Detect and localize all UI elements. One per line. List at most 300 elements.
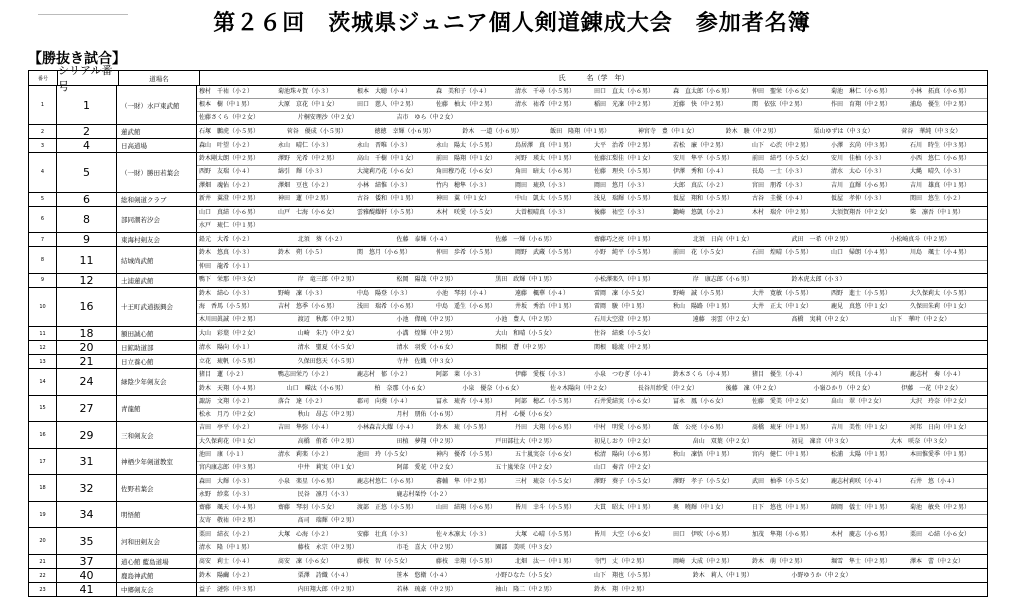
participant-name: 佐々木凛太（小３） — [436, 530, 491, 538]
participant-name: 内田翔大郎（中２男） — [297, 585, 358, 593]
serial-number: 5 — [57, 153, 117, 191]
participant-name: 鹿志村 奏（小４） — [910, 371, 965, 379]
participant-name: 落合 達（小２） — [278, 397, 327, 405]
participant-name: 岡田 琉玖（小３） — [515, 181, 570, 189]
table-row — [29, 274, 987, 288]
serial-number: 29 — [57, 422, 117, 448]
participant-name: 大久保莉花（中１女） — [199, 437, 260, 445]
participant-name: 鹿志村莉咲（小４） — [831, 477, 886, 485]
table-row — [29, 288, 987, 327]
dojo-name: 東海村剣友会 — [117, 233, 197, 246]
participant-name: 安川 佳柚（小３） — [831, 155, 886, 163]
serial-number: 37 — [57, 555, 117, 568]
participant-name: 仮屋 翔和（小５男） — [673, 195, 734, 203]
participant-name: 郡司 向葵（小４） — [357, 397, 412, 405]
participant-name: 安藤 壮真（小３） — [357, 530, 412, 538]
participant-name: 永野 紗菜（小３） — [199, 490, 254, 498]
names-line — [197, 207, 987, 220]
table-row — [29, 369, 987, 396]
participant-name: 小溝 煌輝（中２男） — [396, 329, 457, 337]
participant-name: 佐々木陽向（中２女） — [550, 384, 611, 392]
participant-name: 山下 華叶（中２女） — [890, 316, 951, 324]
participant-name: 園部 美咲（中３女） — [495, 543, 556, 551]
names-line — [197, 166, 987, 179]
dojo-name: 土浦蓮武館 — [117, 274, 197, 287]
serial-number: 1 — [57, 86, 117, 124]
participant-name: 田口 伊吹（小６男） — [673, 530, 734, 538]
participant-name: 鈴木 悠真（小３） — [199, 249, 254, 257]
participant-name: 澤野 葵子（小５女） — [594, 477, 655, 485]
names-line — [197, 409, 987, 421]
participant-name: 阿部 穂乙（小５男） — [515, 397, 576, 405]
names-block — [197, 125, 987, 138]
participant-name: 佐藤江梨佳（中１女） — [594, 155, 655, 163]
participant-name: 鈴木 萌（中２男） — [752, 557, 807, 565]
participant-name: 大縄 晴久（小３） — [910, 168, 965, 176]
participant-name: 五十嵐実奈（小６女） — [515, 450, 576, 458]
names-line — [197, 528, 987, 541]
participant-name: 菅谷 優成（小５男） — [286, 127, 347, 135]
participant-name: 関 依弦（中２男） — [752, 101, 807, 109]
participant-name: 池田 玲（小５女） — [357, 450, 412, 458]
dojo-name: 緑陰少年剣友会 — [117, 369, 197, 395]
names-block — [197, 341, 987, 354]
participant-name: 佐藤 愛美（中２女） — [752, 397, 813, 405]
participant-name: 山口 奏音（中２女） — [594, 464, 655, 472]
participant-name: 井坂 秀治（中１男） — [515, 302, 576, 310]
participant-name: 大井 寛敏（小５男） — [752, 289, 813, 297]
participant-name: 清水 莉楽（小２） — [278, 450, 333, 458]
participant-name: 秋山 陽路（中１男） — [673, 302, 734, 310]
header-no: 番号 — [29, 71, 58, 85]
serial-number: 16 — [57, 288, 117, 326]
participant-name: 松浦 太陽（中１男） — [831, 450, 892, 458]
participant-name: 岡野 武蔵（小５男） — [515, 249, 576, 257]
participant-name: 菊池珠々賀（小３） — [278, 88, 333, 96]
participant-name: 吉村 悠季（小６男） — [278, 302, 339, 310]
participant-name: 諏訪 文翔（小２） — [199, 397, 254, 405]
participant-name: 大須賀翔吾（中２女） — [831, 208, 892, 216]
page-title: 第２６回 茨城県ジュニア個人剣道錬成大会 参加者名簿 — [213, 11, 811, 36]
participant-name: 北畑 汰一（中１男） — [515, 557, 576, 565]
names-block — [197, 396, 987, 422]
participant-name: 西野 友瑞（小４） — [199, 168, 254, 176]
participant-name: 木村 咲愛（小５女） — [436, 208, 497, 216]
dojo-name: 日鉱助道部 — [117, 341, 197, 354]
names-line — [197, 436, 987, 448]
dojo-name: 佐野若葉会 — [117, 475, 197, 501]
participant-name: 月村 朋佑（小６男） — [396, 411, 457, 419]
names-line — [197, 193, 987, 206]
names-block — [197, 475, 987, 501]
row-number: 1 — [29, 86, 57, 124]
participant-name: 雲雅醍耀軒（小５男） — [357, 208, 418, 216]
serial-number: 12 — [57, 274, 117, 287]
participant-name: 河野 瑛太（中１男） — [515, 155, 576, 163]
participant-table — [28, 64, 988, 597]
participant-name: 小池 偉琉（中２男） — [396, 316, 457, 324]
participant-name: 清水 羽愛（小６女） — [396, 343, 457, 351]
names-line — [197, 112, 987, 124]
serial-number: 9 — [57, 233, 117, 246]
header-serial: シリアル番号 — [58, 71, 119, 85]
participant-name: 野崎 誠（小５男） — [673, 289, 728, 297]
participant-name: 角田穆乃花（小６女） — [436, 168, 497, 176]
serial-number: 2 — [57, 125, 117, 138]
participant-name: 川島 颯士（小４男） — [910, 249, 971, 257]
row-number: 3 — [29, 139, 57, 152]
participant-name: 小西 悠仁（小６男） — [910, 155, 971, 163]
participant-name: 清水 太心（小３） — [831, 168, 886, 176]
participant-name: 山下 翔也（小５男） — [594, 571, 655, 579]
participant-name: 佐藤 柚太（中２男） — [436, 101, 497, 109]
participant-name: 冨永 鳳（小６女） — [673, 397, 728, 405]
section-heading: 【勝抜き試合】 — [28, 51, 126, 67]
table-row — [29, 583, 987, 596]
participant-name: 竹内 穂隼（小３） — [436, 181, 491, 189]
participant-name: 齋藤 颯天（小４男） — [199, 504, 260, 512]
participant-name: 鈴木 翔（中２男） — [594, 585, 649, 593]
names-line — [197, 502, 987, 515]
serial-number: 34 — [57, 502, 117, 528]
participant-name: 袖山 隆二（中２男） — [495, 585, 556, 593]
header-names: 氏 名（学 年） — [558, 74, 629, 82]
names-line — [197, 369, 987, 382]
participant-name: 前田 結弓（小５女） — [752, 155, 813, 163]
dojo-name: 日立養心館 — [117, 355, 197, 368]
participant-name: 浅見 瑞輝（小５男） — [594, 195, 655, 203]
participant-name: 石川 時生（中３男） — [910, 141, 971, 149]
names-line — [197, 99, 987, 112]
participant-name: 澤畑 豆也（小２） — [278, 181, 333, 189]
row-number: 14 — [29, 369, 57, 395]
names-block — [197, 528, 987, 554]
participant-name: 根本 樹（中１男） — [199, 101, 254, 109]
participant-name: 猪目 優生（小４） — [752, 371, 807, 379]
names-block — [197, 355, 987, 368]
participant-name: 大滝莉乃花（小６女） — [357, 168, 418, 176]
participant-name: 佐藤 一輝（小６男） — [495, 235, 556, 243]
row-number: 4 — [29, 153, 57, 191]
participant-name: 市毛 喜大（中２男） — [396, 543, 457, 551]
participant-name: 久保田朱莉（中１女） — [910, 302, 971, 310]
names-block — [197, 583, 987, 596]
names-block — [197, 369, 987, 395]
participant-name: 皆川 幸斗（小５男） — [515, 504, 576, 512]
participant-name: 遠藤 羽雲（中２女） — [692, 316, 753, 324]
participant-name: 秋山 凜悟（中１男） — [673, 450, 734, 458]
participant-name: 山田 結翔（小６男） — [436, 504, 497, 512]
participant-name: 中島 遥生（小６男） — [436, 302, 497, 310]
participant-name: 鈴木剛太朗（中２男） — [199, 155, 260, 163]
participant-name: 菊池 琳仁（小６男） — [831, 88, 892, 96]
participant-name: 飯田 隆翔（中１男） — [550, 127, 611, 135]
participant-name: 後藤 凜（中２女） — [725, 384, 780, 392]
table-row — [29, 355, 987, 369]
participant-name: 大郎 真広（小２） — [673, 181, 728, 189]
participant-name: 齋藤巧之亮（中１男） — [594, 235, 655, 243]
names-line — [197, 125, 987, 138]
participant-name: 髙安 莉士（小４） — [199, 557, 254, 565]
names-line — [197, 489, 987, 501]
participant-name: 三村 琉奈（小５女） — [515, 477, 576, 485]
dojo-name: 総和剣道クラブ — [117, 193, 197, 206]
table-row — [29, 233, 987, 247]
names-block — [197, 422, 987, 448]
table-row — [29, 475, 987, 502]
serial-number: 20 — [57, 341, 117, 354]
names-block — [197, 288, 987, 326]
participant-name: 仲田 歩希（小５男） — [436, 249, 497, 257]
names-line — [197, 569, 987, 582]
participant-name: 岸 康志郎（小６男） — [692, 276, 753, 284]
names-line — [197, 341, 987, 354]
serial-number: 6 — [57, 193, 117, 206]
names-line — [197, 449, 987, 462]
participant-name: 長谷川紗愛（中２女） — [637, 384, 698, 392]
participant-name: 烏居澤 真（中１男） — [515, 141, 576, 149]
participant-name: 民谷 凛月（小３） — [297, 490, 352, 498]
participant-name: 小泉 優奈（小６女） — [462, 384, 523, 392]
participant-name: 神宮寺 豊（中１女） — [637, 127, 698, 135]
row-number: 2 — [29, 125, 57, 138]
participant-name: 木川田眞誠（中２男） — [199, 316, 260, 324]
table-row — [29, 86, 987, 125]
names-line — [197, 382, 987, 394]
participant-name: 藤枝 永宗（中２男） — [297, 543, 358, 551]
serial-number: 18 — [57, 327, 117, 340]
participant-name: 柴 凛吾（中１男） — [910, 208, 965, 216]
participant-name: 師岡 儀士（中１男） — [831, 504, 892, 512]
participant-name: 吉川 美性（中１女） — [831, 424, 892, 432]
participant-name: 片桐安理沙（中２女） — [297, 114, 358, 122]
table-row — [29, 207, 987, 234]
participant-name: 月村 心優（小６女） — [495, 411, 556, 419]
table-row — [29, 193, 987, 207]
participant-name: 中島 陽登（小３） — [357, 289, 412, 297]
dojo-name: 明悟館 — [117, 502, 197, 528]
participant-name: 山戸 七海（小６女） — [278, 208, 339, 216]
dojo-name: （一財）水戸東武館 — [117, 86, 197, 124]
participant-name: 蕃輔 隼（中２男） — [436, 477, 491, 485]
names-line — [197, 153, 987, 166]
participant-name: 雷岡 駿（中１男） — [594, 302, 649, 310]
row-number: 15 — [29, 396, 57, 422]
dojo-name: 結城尚武館 — [117, 247, 197, 273]
participant-name: 関 悠月（小６男） — [357, 249, 412, 257]
participant-name: 阿部 莱（小３） — [436, 371, 485, 379]
names-block — [197, 207, 987, 233]
participant-name: 鈴木 駿（中２男） — [725, 127, 780, 135]
participant-name: 猪目 蓮（小２） — [199, 371, 248, 379]
participant-name: 森山 叶望（小２） — [199, 141, 254, 149]
participant-name: 吉市 ゆら（中２女） — [396, 114, 457, 122]
participant-name: 髙橋 琉牙（中１男） — [752, 424, 813, 432]
participant-name: 皆川 大空（小６女） — [594, 530, 655, 538]
table-row — [29, 247, 987, 274]
participant-name: 小泉 つむぎ（小４） — [594, 371, 655, 379]
participant-name: 石塚 鵬虎（小５男） — [199, 127, 260, 135]
row-number: 9 — [29, 274, 57, 287]
participant-name: 森 直太郎（小６男） — [673, 88, 734, 96]
participant-name: 住谷 結乗（小５女） — [594, 329, 655, 337]
dojo-name: 鹿島神武館 — [117, 569, 197, 582]
dojo-name: 部同潮若汐会 — [117, 207, 197, 233]
table-row — [29, 502, 987, 529]
row-number: 22 — [29, 569, 57, 582]
participant-name: 佐藤 泰輝（小４） — [396, 235, 451, 243]
participant-name: 大木 咲奈（中３女） — [890, 437, 951, 445]
names-line — [197, 542, 987, 554]
row-number: 8 — [29, 247, 57, 273]
names-line — [197, 274, 987, 287]
row-number: 21 — [29, 555, 57, 568]
participant-name: 柏 奈那（小６女） — [374, 384, 429, 392]
participant-name: 小林 結惟（小３） — [357, 181, 412, 189]
participant-name: 小澤 玄尚（中３男） — [831, 141, 892, 149]
names-line — [197, 314, 987, 326]
names-block — [197, 233, 987, 246]
participant-name: 永山 晴仁（小３） — [278, 141, 333, 149]
participant-name: 作田 育翔（中２男） — [831, 101, 892, 109]
serial-number: 31 — [57, 449, 117, 475]
serial-number: 24 — [57, 369, 117, 395]
dojo-name: 神栖少年剣道教室 — [117, 449, 197, 475]
participant-name: 吉川 直輝（小６男） — [831, 181, 892, 189]
participant-name: 小池 豊人（中２男） — [495, 316, 556, 324]
row-number: 5 — [29, 193, 57, 206]
serial-number: 41 — [57, 583, 117, 596]
names-line — [197, 261, 987, 273]
participant-name: 中村 明愛（小６男） — [594, 424, 655, 432]
dojo-name: 日高道場 — [117, 139, 197, 152]
table-row — [29, 569, 987, 583]
names-line — [197, 180, 987, 192]
row-number: 20 — [29, 528, 57, 554]
participant-name: 澤本 蕾（中２女） — [910, 557, 965, 565]
names-block — [197, 502, 987, 528]
participant-name: 髙安 凜（小６女） — [278, 557, 333, 565]
participant-name: 岡崎 大成（中２男） — [673, 557, 734, 565]
names-block — [197, 153, 987, 191]
participant-name: 近藤 快（中２男） — [673, 101, 728, 109]
participant-name: 堀雪 隼士（中２男） — [831, 557, 892, 565]
participant-name: 小池 琴羽（小４） — [436, 289, 491, 297]
participant-name: 菊池 敏央（中２男） — [910, 504, 971, 512]
names-block — [197, 555, 987, 568]
serial-number: 8 — [57, 207, 117, 233]
participant-name: 大山 彩葉（中２女） — [199, 329, 260, 337]
names-line — [197, 475, 987, 488]
participant-name: 齋藤 琴羽（小５女） — [278, 504, 339, 512]
participant-name: 立花 琉帆（小５男） — [199, 357, 260, 365]
participant-name: 初見 凜音（中３女） — [791, 437, 852, 445]
participant-name: 畠山 双葉（中２女） — [692, 437, 753, 445]
participant-name: 山口 嶸汰（小６男） — [286, 384, 347, 392]
row-number: 19 — [29, 502, 57, 528]
participant-name: 北須 葵（小２） — [297, 235, 346, 243]
participant-name: 安川 隼平（小５男） — [673, 155, 734, 163]
participant-name: 浦島 優生（中２男） — [910, 101, 971, 109]
participant-name: 小泉 楽星（小６男） — [278, 477, 339, 485]
participant-name: 神田 蓮（中２男） — [278, 195, 333, 203]
row-number: 16 — [29, 422, 57, 448]
participant-name: 新井 翼澄（中２男） — [199, 195, 260, 203]
participant-name: 奥 曉輝（中１女） — [673, 504, 728, 512]
participant-name: 鹿志村 郁（小２） — [357, 371, 412, 379]
participant-name: 若林 琉豪（中２男） — [396, 585, 457, 593]
row-number: 7 — [29, 233, 57, 246]
participant-name: 澤畑 魂佑（小２） — [199, 181, 254, 189]
participant-name: 前田 陽翔（中１女） — [436, 155, 497, 163]
names-line — [197, 139, 987, 152]
participant-name: 武田 柚季（小５女） — [752, 477, 813, 485]
participant-name: 仮屋 孝仲（小３） — [831, 195, 886, 203]
participant-name: 根本 大聴（小４） — [357, 88, 412, 96]
participant-name: 石井 悠（小４） — [910, 477, 959, 485]
participant-name: 栗田 結衣（小２） — [199, 530, 254, 538]
participant-name: 藤枝 智（小５女） — [357, 557, 412, 565]
participant-name: 吉川 雄真（中１男） — [910, 181, 971, 189]
participant-name: 古谷 圭優（小４） — [752, 195, 807, 203]
names-line — [197, 462, 987, 474]
row-number: 23 — [29, 583, 57, 596]
participant-name: 仲田 龍希（小１） — [199, 262, 254, 270]
serial-number: 21 — [57, 355, 117, 368]
participant-name: 古谷 倭和（中１男） — [357, 195, 418, 203]
participant-name: 宮内 健仁（中１男） — [752, 450, 813, 458]
table-row — [29, 449, 987, 476]
participant-name: 寺門 丈（中２男） — [594, 557, 649, 565]
participant-name: 鈴木 一道（小６男） — [462, 127, 523, 135]
participant-name: 仲田 聖栄（小６女） — [752, 88, 813, 96]
participant-name: 伊藤 愛桜（小３） — [515, 371, 570, 379]
participant-name: 高橋 侑希（中２男） — [297, 437, 358, 445]
row-number: 13 — [29, 355, 57, 368]
table-row — [29, 139, 987, 153]
participant-name: 遠藤 楓華（小４） — [515, 289, 570, 297]
row-number: 6 — [29, 207, 57, 233]
participant-name: 角田 暗太（小６男） — [515, 168, 576, 176]
participant-name: 穆村 千祐（小２） — [199, 88, 254, 96]
names-block — [197, 449, 987, 475]
participant-name: 池田 康（小１） — [199, 450, 248, 458]
participant-name: 大平 治希（中２男） — [594, 141, 655, 149]
participant-name: 長島 一士（小３） — [752, 168, 807, 176]
participant-name: 笹本 悠衛（小４） — [396, 571, 451, 579]
participant-name: 鹿志村悠仁（小６男） — [357, 477, 418, 485]
participant-name: 宮内康志郎（中３男） — [199, 464, 260, 472]
participant-name: 松岡 陽哉（中２男） — [396, 276, 457, 284]
dojo-name: 道心館 藍島道場 — [117, 555, 197, 568]
participant-name: 山崎 朱乃（中２女） — [297, 329, 358, 337]
participant-name: 石田 煌晴（小５男） — [752, 249, 813, 257]
participant-name: 阿部 愛花（中２女） — [396, 464, 457, 472]
participant-name: 髙橋 実莉（中２女） — [791, 316, 852, 324]
names-block — [197, 274, 987, 287]
participant-name: 小松崎真斗（中２男） — [890, 235, 951, 243]
participant-name: 清水 千尋（小５男） — [515, 88, 576, 96]
participant-name: 吉田 亭平（小２） — [199, 424, 254, 432]
participant-name: 鋤崎 悠凱（小２） — [673, 208, 728, 216]
participant-name: 大山 和晴（小５女） — [495, 329, 556, 337]
participant-name: 鈴木 結心（小３） — [199, 289, 254, 297]
participant-name: 野崎 凜（小３） — [278, 289, 327, 297]
participant-name: 西野 進士（小５男） — [831, 289, 892, 297]
dojo-name: 十王町武道振興会 — [117, 288, 197, 326]
participant-name: 後藤 祐空（小３） — [594, 208, 649, 216]
row-number: 11 — [29, 327, 57, 340]
